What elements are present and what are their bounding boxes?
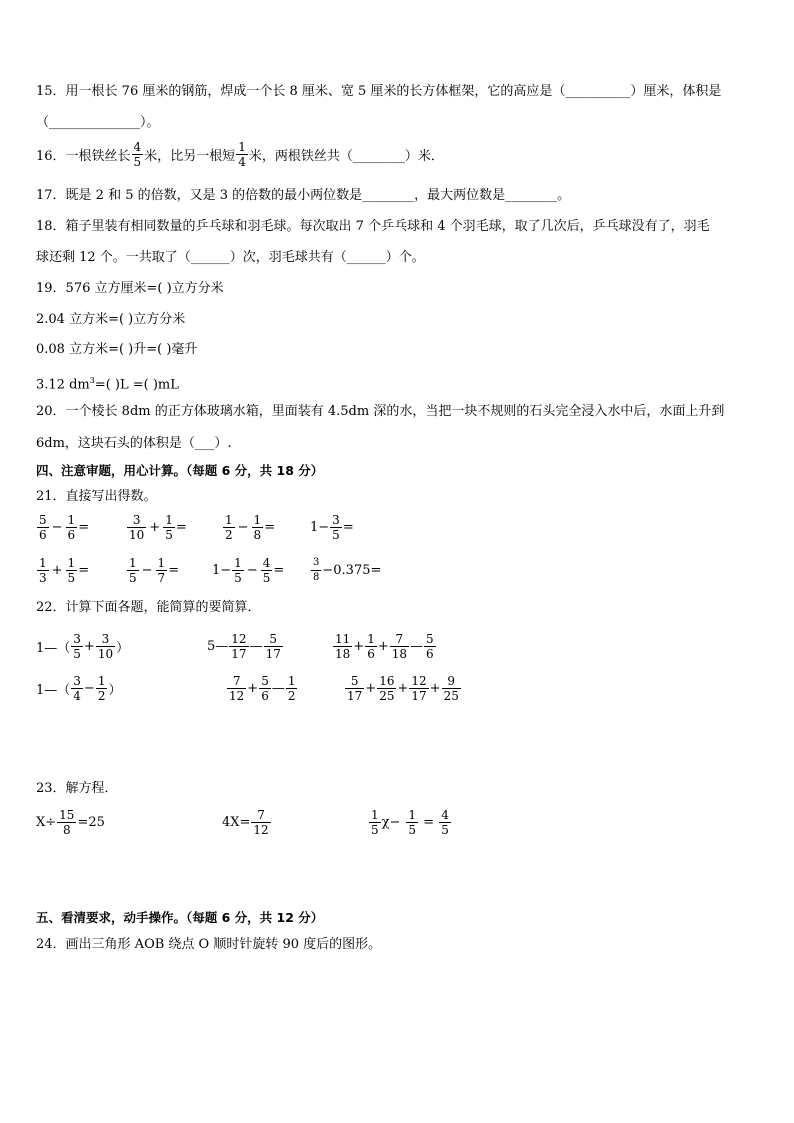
- q19-line4: 3.12 $dm^3=$( )L =( )mL: [36, 376, 179, 393]
- q16-fraction-2: $\frac{1}{4}$: [238, 140, 246, 169]
- q22-r2-e1: 1—（ $\frac{3}{4}$ − $\frac{1}{2}$ ）: [36, 674, 122, 703]
- q19-line3: 0.08 立方米=( )升=( )毫升: [36, 342, 198, 357]
- q20-line1: 20．一个棱长 8dm 的正方体玻璃水箱，里面装有 4.5dm 深的水，当把一块不规则的石头完全浸入水中后，水面上升到: [36, 404, 725, 419]
- q19-line2: 2.04 立方米=( )立方分米: [36, 312, 186, 327]
- q21-r1-e2: $\frac{3}{10}$ + $\frac{1}{5}$ =: [129, 513, 187, 542]
- q20-line2: 6dm，这块石头的体积是（___）.: [36, 436, 232, 451]
- q18-line1: 18．箱子里装有相同数量的乒乓球和羽毛球。每次取出 7 个乒乓球和 4 个羽毛球，取了几次后，乒乓球没有了，羽毛: [36, 219, 710, 234]
- q21-r1-e3: $\frac{1}{2}$ − $\frac{1}{8}$ =: [225, 513, 276, 542]
- q22-r2-e3: $\frac{5}{17}$ + $\frac{16}{25}$ + $\frac{12}{17}$ + $\frac{9}{25}$: [347, 674, 459, 703]
- q21-r2-e4: $\frac{3}{8}$ −0.375=: [313, 557, 382, 583]
- q21-r2-e3: 1− $\frac{1}{5}$ − $\frac{4}{5}$ =: [212, 556, 285, 585]
- q17: 17．既是 2 和 5 的倍数，又是 3 的倍数的最小两位数是________，最大两位数是________。: [36, 188, 571, 203]
- q21-title: 21．直接写出得数。: [36, 489, 157, 504]
- q23-e2: 4X= $\frac{7}{12}$: [222, 808, 269, 837]
- q21-r2-e2: $\frac{1}{5}$ − $\frac{1}{7}$ =: [129, 556, 180, 585]
- q23-title: 23．解方程．: [36, 781, 118, 796]
- q16-text-c: 米，两根铁丝共（________）米．: [248, 149, 444, 164]
- q21-r2-e1: $\frac{1}{3}$ + $\frac{1}{5}$ =: [39, 556, 90, 585]
- q16-text-a: 16．一根铁丝长: [36, 149, 131, 164]
- q23-e3: $\frac{1}{5}$ χ− $\frac{1}{5}$ = $\frac{4}{5}$: [371, 808, 449, 837]
- q22-r1-e2: 5— $\frac{12}{17}$ — $\frac{5}{17}$: [207, 632, 281, 661]
- q16: [36, 140, 444, 169]
- q22-title: 22．计算下面各题，能简算的要简算．: [36, 600, 261, 615]
- q18-line2: 球还剩 12 个。一共取了（______）次，羽毛球共有（______）个。: [36, 250, 425, 265]
- section-5-heading: 五、看清要求，动手操作。（每题 6 分，共 12 分）: [36, 910, 324, 925]
- q16-fraction-1: $\frac{4}{5}$: [133, 140, 142, 169]
- q19-line1: 19．576 立方厘米=( )立方分米: [36, 281, 224, 296]
- q21-r1-e4: 1− $\frac{3}{5}$ =: [310, 513, 354, 542]
- q15-line2: （______________）。: [36, 115, 160, 130]
- q24: 24．画出三角形 AOB 绕点 O 顺时针旋转 90 度后的图形。: [36, 937, 382, 952]
- section-4-heading: 四、注意审题，用心计算。（每题 6 分，共 18 分）: [36, 463, 324, 478]
- q15-line1: 15．用一根长 76 厘米的钢筋，焊成一个长 8 厘米、宽 5 厘米的长方体框架，它的高应是（__________）厘米，体积是: [36, 84, 722, 99]
- q22-r1-e3: $\frac{11}{18}$ + $\frac{1}{6}$ + $\frac{7}{18}$ — $\frac{5}{6}$: [335, 632, 434, 661]
- q21-r1-e1: $\frac{5}{6}$ − $\frac{1}{6}$ =: [39, 513, 90, 542]
- q16-text-b: 米，比另一根短: [144, 149, 236, 164]
- q22-r2-e2: $\frac{7}{12}$ + $\frac{5}{6}$ — $\frac{1}{2}$: [229, 674, 296, 703]
- q22-r1-e1: 1—（ $\frac{3}{5}$ + $\frac{3}{10}$ ）: [36, 632, 130, 661]
- q23-e1: X÷ $\frac{15}{8}$ =25: [36, 808, 105, 837]
